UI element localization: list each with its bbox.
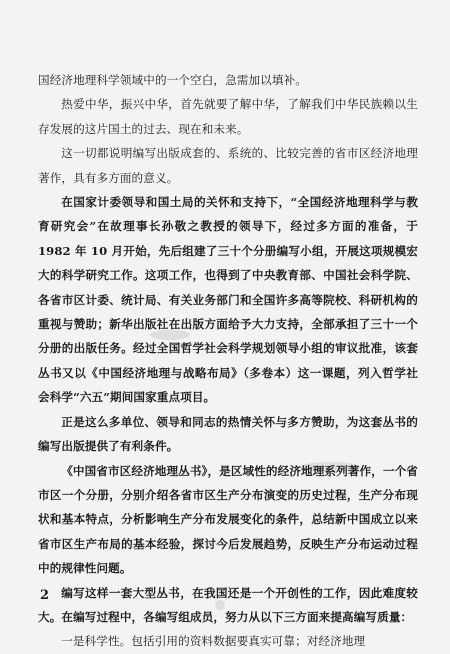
paragraph-1: 国经济地理科学领域中的一个空白，急需加以填补。: [38, 73, 307, 87]
paragraph-6: 《中国省市区经济地理丛书》，是区域性的经济地理系列著作，一个省市区一个分册，分别介绍各省市区生产分布演变的历史过程，生产分布现状和基本特点，分析影响生产分布发展变化的条件，总结新中国成立以来省市区生产布局的基本经验，探讨今后发展趋势，反映生产分布运动过程中的规律性问题。: [38, 463, 418, 576]
paragraph-2: 热爱中华，振兴中华，首先就要了解中华，了解我们中华民族赖以生存发展的这片国土的过去、现在和未来。: [38, 97, 418, 136]
scan-smudge-mark: [215, 600, 225, 610]
body-text: [38, 68, 418, 654]
scan-smudge-mark: [300, 462, 360, 472]
paragraph-3: 这一切都说明编写出版成套的、系统的、比较完善的省市区经济地理著作，具有多方面的意义。: [38, 146, 418, 185]
paragraph-7: 编写这样一套大型丛书，在我国还是一个开创性的工作，因此难度较大。在编写过程中，各编写组成员，努力从以下三方面来提高编写质量：: [38, 585, 418, 624]
paragraph-4: 在国家计委领导和国土局的关怀和支持下，“全国经济地理科学与教育研究会”在故理事长孙敬之教授的领导下，经过多方面的准备，于 1982 年 10 月开始，先后组建了三十个分册编写小组，开展这项规模宏大的科学研究工作。这项工作，也得到了中央教育部、中国社会科学院、各省市区计委、统计局、有关业务部门和全国许多高等院校、科研机构的重视与赞助；新华出版社在出版方面给予大力支持，全部承担了三十一个分册的出版任务。经过全国哲学社会科学规划领导小组的审议批准，该套丛书又以《中国经济地理与战略布局》（多卷本）这一课题，列入哲学社会科学“六五”期间国家重点项目。: [38, 195, 418, 405]
scan-smudge-mark: [150, 330, 190, 340]
paragraph-5: 正是这么多单位、领导和同志的热情关怀与多方赞助，为这套丛书的编写出版提供了有利条件。: [38, 414, 418, 454]
paragraph-8: 一是科学性。包括引用的资料数据要真实可靠；对经济地理: [61, 634, 366, 649]
page-number: 2: [40, 588, 50, 603]
